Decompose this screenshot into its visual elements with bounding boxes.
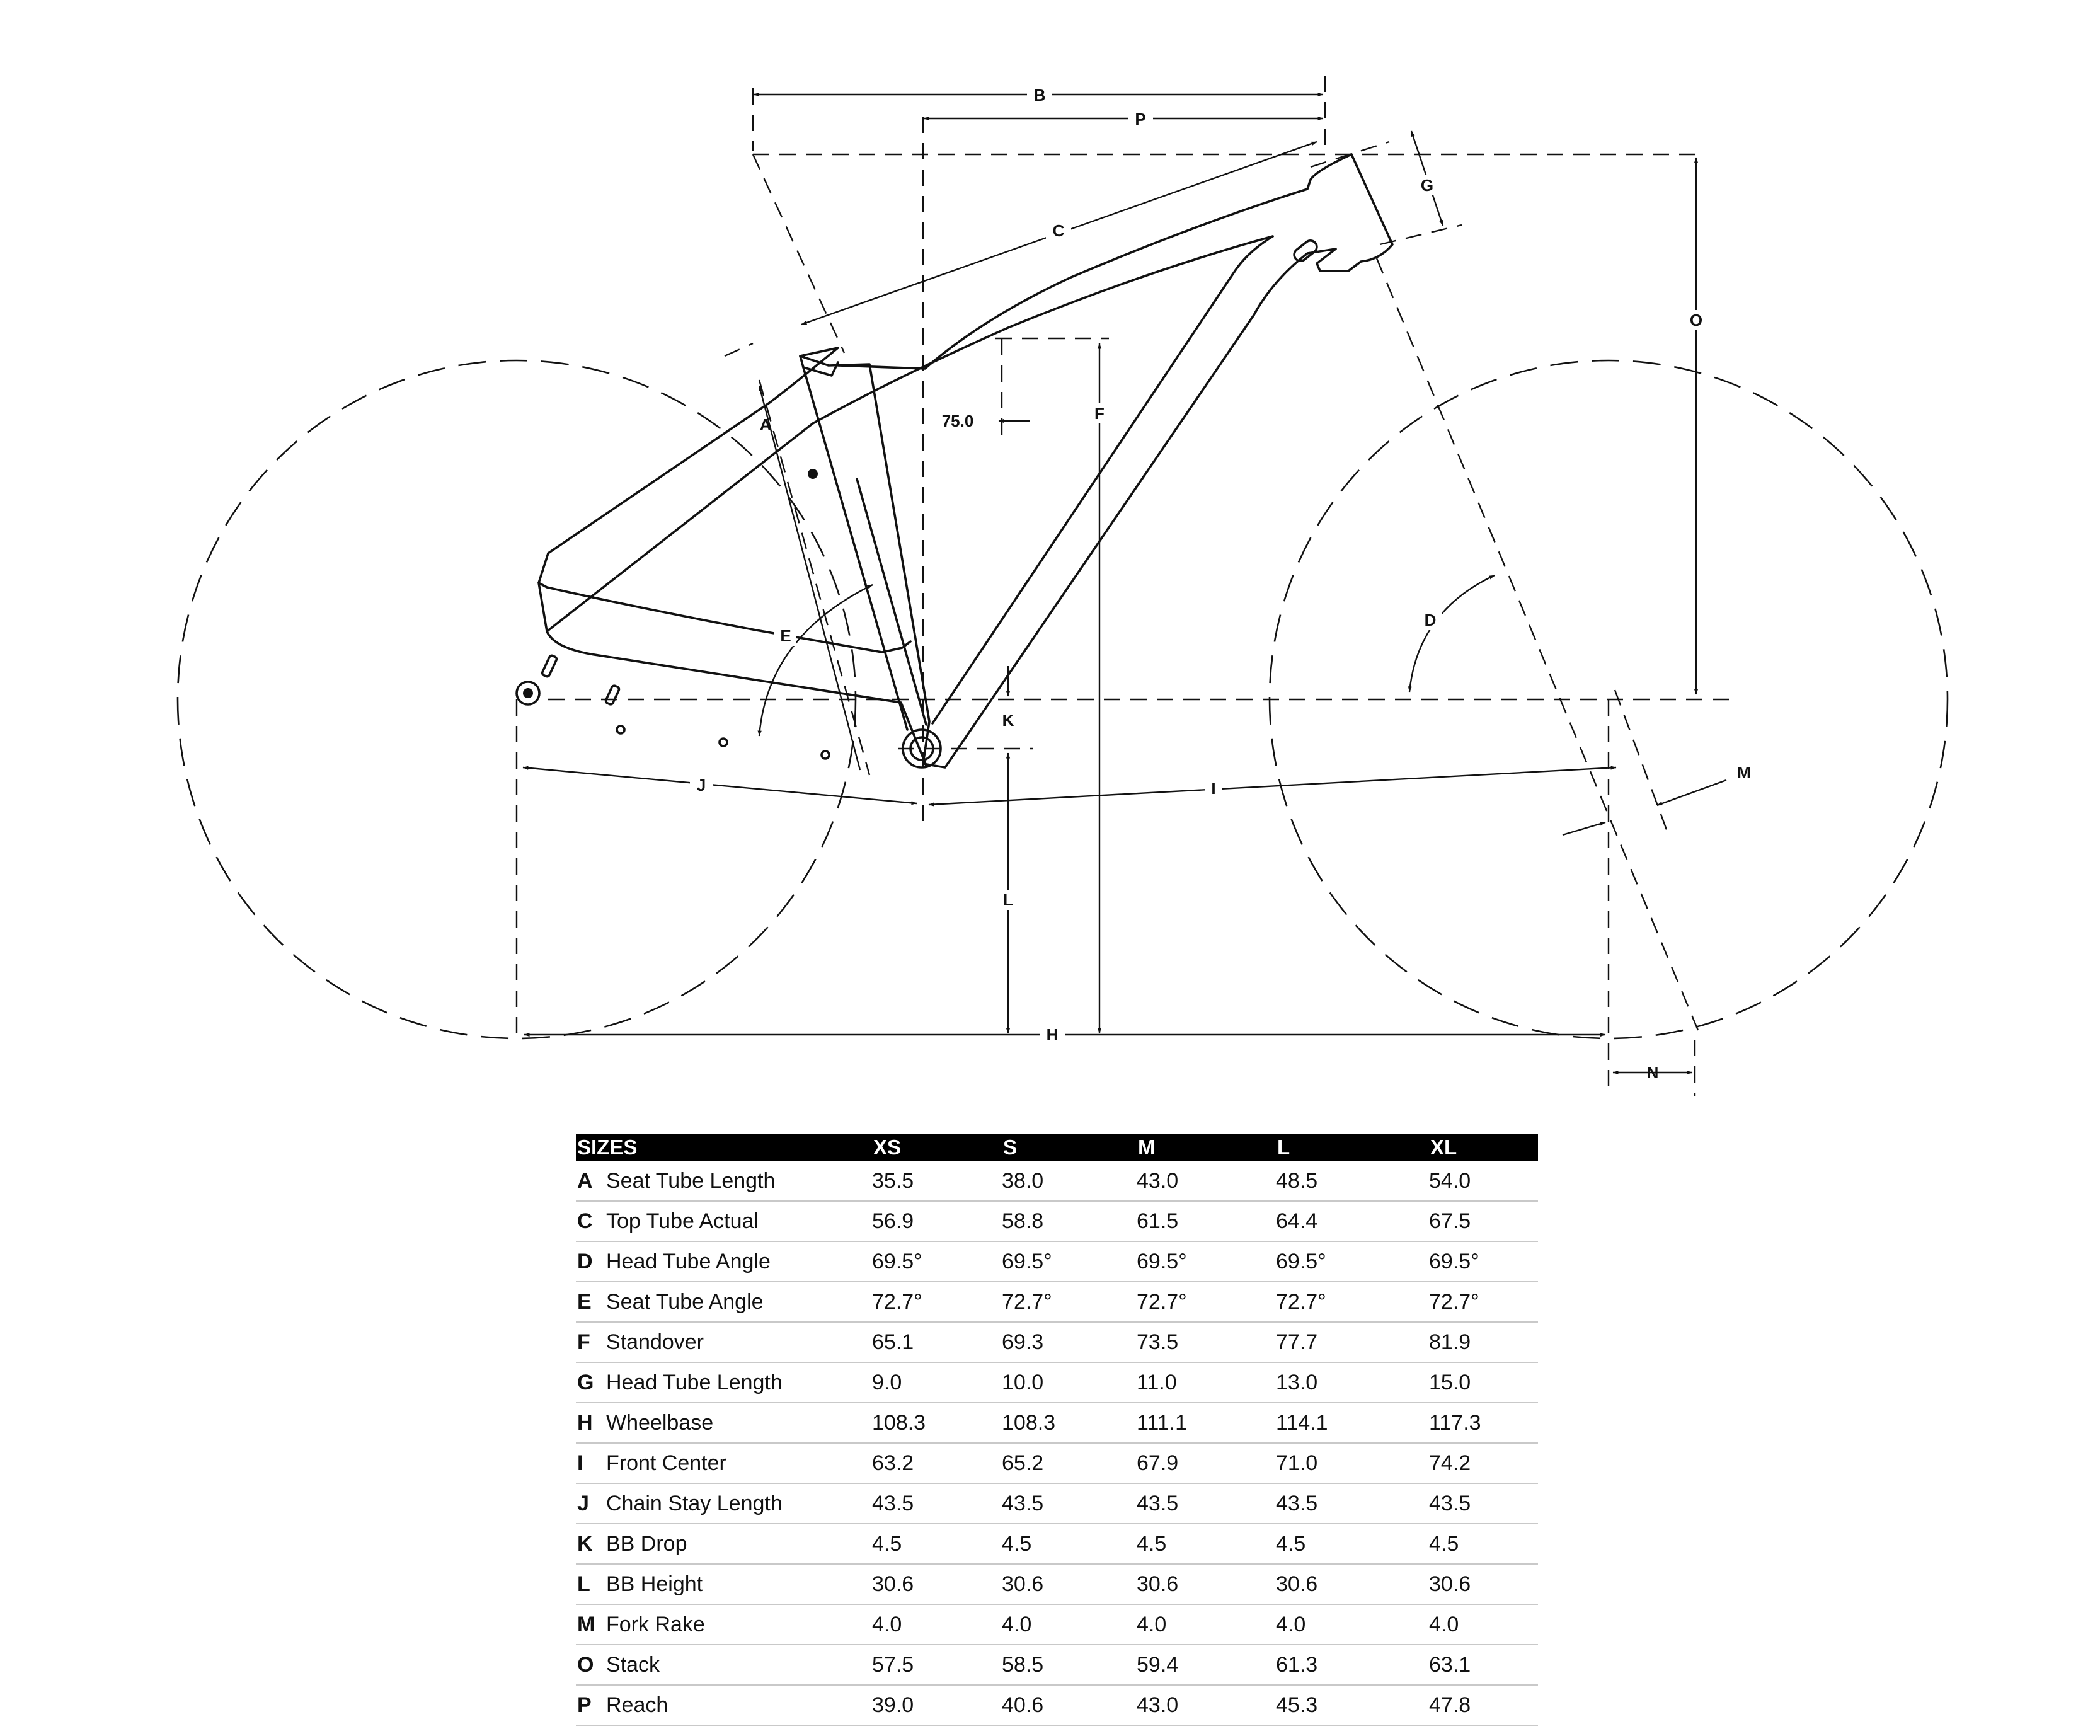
row-name: Front Center (606, 1451, 726, 1475)
cell-l: 72.7° (1276, 1282, 1429, 1322)
row-name: Reach (606, 1693, 668, 1717)
cell-m: 11.0 (1137, 1362, 1276, 1403)
row-label (576, 1483, 872, 1524)
dim-label-p: P (1135, 110, 1146, 129)
dim-label-e: E (780, 626, 791, 645)
row-label (576, 1443, 872, 1483)
dim-label-m: M (1737, 763, 1751, 782)
cell-xs: 39.0 (872, 1685, 1002, 1725)
row-label (576, 1322, 872, 1362)
header-m: M (1137, 1134, 1276, 1161)
header-xl: XL (1429, 1134, 1538, 1161)
row-letter: L (577, 1572, 590, 1596)
cell-xs: 43.5 (872, 1483, 1002, 1524)
dim-label-i: I (1211, 779, 1216, 798)
row-letter: P (577, 1693, 592, 1717)
dim-label-l: L (1003, 890, 1013, 909)
table-row (576, 1564, 1538, 1604)
cell-m: 43.0 (1137, 1161, 1276, 1201)
cell-l: 61.3 (1276, 1645, 1429, 1685)
seat-angle-value: 75.0 (941, 411, 974, 430)
cell-m: 72.7° (1137, 1282, 1276, 1322)
cell-m: 43.0 (1137, 1685, 1276, 1725)
row-label (576, 1685, 872, 1725)
cell-l: 48.5 (1276, 1161, 1429, 1201)
cell-l: 64.4 (1276, 1201, 1429, 1241)
row-letter: D (577, 1249, 593, 1273)
table-row (576, 1161, 1538, 1201)
cell-s: 72.7° (1002, 1282, 1137, 1322)
header-l: L (1276, 1134, 1429, 1161)
row-label (576, 1161, 872, 1201)
table-row (576, 1685, 1538, 1725)
cell-l: 77.7 (1276, 1322, 1429, 1362)
cell-xs: 65.1 (872, 1322, 1002, 1362)
row-name: Seat Tube Length (606, 1168, 776, 1193)
dim-label-a: A (759, 415, 772, 434)
cell-xl: 30.6 (1429, 1564, 1538, 1604)
geometry-table (576, 1134, 1538, 1726)
row-letter: E (577, 1289, 592, 1314)
cell-xs: 72.7° (872, 1282, 1002, 1322)
row-name: Stack (606, 1652, 660, 1677)
cell-l: 71.0 (1276, 1443, 1429, 1483)
cell-s: 58.8 (1002, 1201, 1137, 1241)
cell-xl: 74.2 (1429, 1443, 1538, 1483)
table-row (576, 1645, 1538, 1685)
cell-s: 69.5° (1002, 1241, 1137, 1282)
header-sizes: SIZES (576, 1134, 872, 1161)
row-label (576, 1201, 872, 1241)
cell-xl: 4.0 (1429, 1604, 1538, 1645)
row-letter: O (577, 1652, 594, 1677)
row-letter: C (577, 1209, 593, 1233)
table-row (576, 1443, 1538, 1483)
row-label (576, 1362, 872, 1403)
cell-xl: 117.3 (1429, 1403, 1538, 1443)
cell-s: 43.5 (1002, 1483, 1137, 1524)
row-letter: H (577, 1410, 593, 1435)
cell-l: 13.0 (1276, 1362, 1429, 1403)
cell-xl: 72.7° (1429, 1282, 1538, 1322)
dim-label-c: C (1052, 221, 1065, 240)
cell-l: 69.5° (1276, 1241, 1429, 1282)
header-xs: XS (872, 1134, 1002, 1161)
cell-m: 43.5 (1137, 1483, 1276, 1524)
dim-label-h: H (1046, 1025, 1059, 1044)
row-name: Standover (606, 1330, 704, 1354)
table-row (576, 1241, 1538, 1282)
row-label (576, 1604, 872, 1645)
dim-label-n: N (1646, 1063, 1659, 1082)
cell-xl: 43.5 (1429, 1483, 1538, 1524)
cell-s: 58.5 (1002, 1645, 1137, 1685)
table-row (576, 1322, 1538, 1362)
cell-xs: 30.6 (872, 1564, 1002, 1604)
row-name: Seat Tube Angle (606, 1289, 764, 1314)
cell-m: 4.0 (1137, 1604, 1276, 1645)
row-letter: F (577, 1330, 590, 1354)
cell-xs: 9.0 (872, 1362, 1002, 1403)
cell-m: 69.5° (1137, 1241, 1276, 1282)
dim-label-b: B (1033, 86, 1046, 105)
cell-s: 108.3 (1002, 1403, 1137, 1443)
cell-xl: 54.0 (1429, 1161, 1538, 1201)
row-name: Chain Stay Length (606, 1491, 783, 1515)
table-row (576, 1524, 1538, 1564)
cell-s: 4.0 (1002, 1604, 1137, 1645)
cell-xl: 4.5 (1429, 1524, 1538, 1564)
cell-xs: 69.5° (872, 1241, 1002, 1282)
cell-xl: 47.8 (1429, 1685, 1538, 1725)
cell-xs: 63.2 (872, 1443, 1002, 1483)
cell-m: 73.5 (1137, 1322, 1276, 1362)
cell-s: 30.6 (1002, 1564, 1137, 1604)
cell-s: 65.2 (1002, 1443, 1137, 1483)
cell-m: 30.6 (1137, 1564, 1276, 1604)
row-label (576, 1403, 872, 1443)
row-name: BB Height (606, 1572, 703, 1596)
cell-m: 4.5 (1137, 1524, 1276, 1564)
row-name: Head Tube Length (606, 1370, 783, 1394)
cell-xl: 15.0 (1429, 1362, 1538, 1403)
cell-xl: 63.1 (1429, 1645, 1538, 1685)
row-name: Wheelbase (606, 1410, 714, 1435)
row-letter: M (577, 1612, 595, 1636)
cell-xs: 4.0 (872, 1604, 1002, 1645)
cell-m: 111.1 (1137, 1403, 1276, 1443)
table-row (576, 1604, 1538, 1645)
row-letter: A (577, 1168, 593, 1193)
dim-label-o: O (1689, 311, 1703, 330)
table-row (576, 1362, 1538, 1403)
cell-s: 40.6 (1002, 1685, 1137, 1725)
row-letter: I (577, 1451, 583, 1475)
dim-label-f: F (1094, 404, 1105, 423)
row-name: Fork Rake (606, 1612, 705, 1636)
cell-s: 69.3 (1002, 1322, 1137, 1362)
cell-xs: 57.5 (872, 1645, 1002, 1685)
row-name: BB Drop (606, 1531, 687, 1556)
table-row (576, 1403, 1538, 1443)
cell-l: 4.0 (1276, 1604, 1429, 1645)
table-row (576, 1201, 1538, 1241)
row-label (576, 1564, 872, 1604)
cell-l: 30.6 (1276, 1564, 1429, 1604)
header-s: S (1002, 1134, 1137, 1161)
row-label (576, 1241, 872, 1282)
cell-s: 4.5 (1002, 1524, 1137, 1564)
row-label (576, 1645, 872, 1685)
dim-label-d: D (1424, 611, 1437, 629)
cell-xs: 35.5 (872, 1161, 1002, 1201)
cell-l: 114.1 (1276, 1403, 1429, 1443)
cell-xl: 67.5 (1429, 1201, 1538, 1241)
cell-m: 59.4 (1137, 1645, 1276, 1685)
row-letter: K (577, 1531, 593, 1556)
cell-xs: 4.5 (872, 1524, 1002, 1564)
cell-s: 10.0 (1002, 1362, 1137, 1403)
row-label (576, 1524, 872, 1564)
row-name: Top Tube Actual (606, 1209, 759, 1233)
cell-s: 38.0 (1002, 1161, 1137, 1201)
dim-label-k: K (1002, 711, 1014, 730)
dim-label-g: G (1420, 176, 1434, 195)
dim-label-j: J (696, 776, 706, 795)
cell-m: 61.5 (1137, 1201, 1276, 1241)
table-row (576, 1483, 1538, 1524)
cell-xl: 81.9 (1429, 1322, 1538, 1362)
table-row (576, 1282, 1538, 1322)
row-label (576, 1282, 872, 1322)
cell-xl: 69.5° (1429, 1241, 1538, 1282)
cell-xs: 56.9 (872, 1201, 1002, 1241)
row-name: Head Tube Angle (606, 1249, 771, 1273)
cell-l: 4.5 (1276, 1524, 1429, 1564)
cell-xs: 108.3 (872, 1403, 1002, 1443)
table-header-row (576, 1134, 1538, 1161)
cell-l: 45.3 (1276, 1685, 1429, 1725)
cell-l: 43.5 (1276, 1483, 1429, 1524)
row-letter: G (577, 1370, 594, 1394)
cell-m: 67.9 (1137, 1443, 1276, 1483)
row-letter: J (577, 1491, 589, 1515)
bike-frame (517, 154, 1392, 767)
